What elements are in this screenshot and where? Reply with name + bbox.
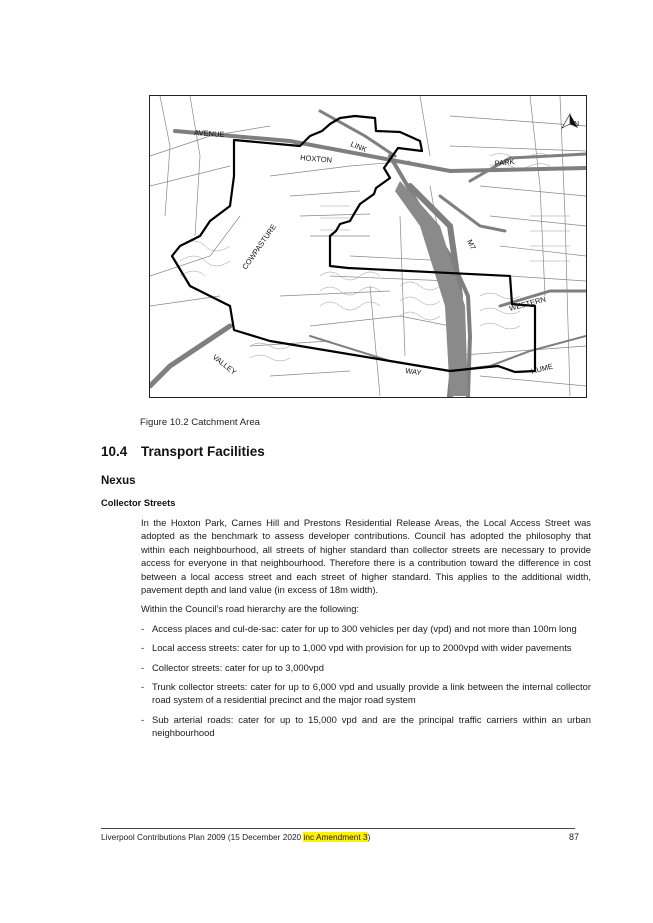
footer-text: Liverpool Contributions Plan 2009 (15 December 2020 xyxy=(101,832,304,842)
north-label: N xyxy=(574,121,580,128)
bullet-dash: - xyxy=(141,622,145,634)
list-item xyxy=(141,622,591,635)
map-label-avenue: AVENUE xyxy=(193,128,225,140)
map-label-valley: VALLEY xyxy=(210,352,239,377)
list-item xyxy=(141,713,591,740)
map-label-western: WESTERN xyxy=(508,294,547,313)
map-label-cowpasture: COWPASTURE xyxy=(240,222,279,272)
map-label-hoxton: HOXTON xyxy=(299,153,333,165)
map-label-link: LINK xyxy=(349,139,369,155)
map-label-way: WAY xyxy=(404,366,423,378)
paragraph: In the Hoxton Park, Carnes Hill and Prestons Residential Release Areas, the Local Access Street was adopted as the benchmark to assess developer contributions. Council has adopted the philosophy that within each neighbourhood, all streets of higher standard than collector streets are necessary to provide access for everyone in that neighbourhood. Therefore there is a contribution toward the difference in cost between a local access street and each street of higher standard. This applies to the additional width, pavement depth and land value (in excess of 18m width). xyxy=(141,517,591,596)
footer-divider xyxy=(101,828,575,829)
bullet-dash: - xyxy=(141,681,145,693)
list-item-text: Local access streets: cater for up to 1,000 vpd with provision for up to 2000vpd with wider pavements xyxy=(152,642,572,654)
subheading-nexus: Nexus xyxy=(101,475,136,487)
list-item-text: Collector streets: cater for up to 3,000vpd xyxy=(152,661,324,673)
section-title: Transport Facilities xyxy=(141,444,265,459)
catchment-map xyxy=(149,95,587,398)
street-network xyxy=(150,96,586,396)
list-item xyxy=(141,661,591,674)
map-label-park: PARK xyxy=(494,156,515,168)
list-item-text: Sub arterial roads: cater for up to 15,000 vpd and are the principal traffic carriers within an urban neighbourhood xyxy=(152,713,591,739)
road-hierarchy-list xyxy=(141,622,591,740)
list-item-text: Access places and cul-de-sac: cater for up to 300 vehicles per day (vpd) and not more than 100m long xyxy=(152,622,577,634)
bullet-dash: - xyxy=(141,713,145,725)
footer-highlight: inc Amendment 3 xyxy=(303,832,368,842)
body-text xyxy=(141,516,591,746)
figure-caption: Figure 10.2 Catchment Area xyxy=(140,417,260,428)
list-item-text: Trunk collector streets: cater for up to 6,000 vpd and usually provide a link between the internal collector road system of a residential precinct and the major road system xyxy=(152,681,591,706)
page-number: 87 xyxy=(568,832,579,842)
map-label-hume: HUME xyxy=(530,361,554,376)
map-label-m7: M7 xyxy=(465,238,478,252)
footer-close: ) xyxy=(367,832,371,842)
page-footer xyxy=(101,832,579,842)
list-item xyxy=(141,680,591,707)
subheading-collector-streets: Collector Streets xyxy=(101,498,176,508)
north-arrow-icon xyxy=(562,114,579,128)
section-number: 10.4 xyxy=(101,444,128,459)
catchment-map-graphic xyxy=(150,96,586,397)
bullet-dash: - xyxy=(141,661,145,673)
section-heading xyxy=(101,444,265,459)
list-item xyxy=(141,641,591,654)
bullet-dash: - xyxy=(141,642,145,654)
paragraph: Within the Council's road hierarchy are the following: xyxy=(141,603,360,615)
